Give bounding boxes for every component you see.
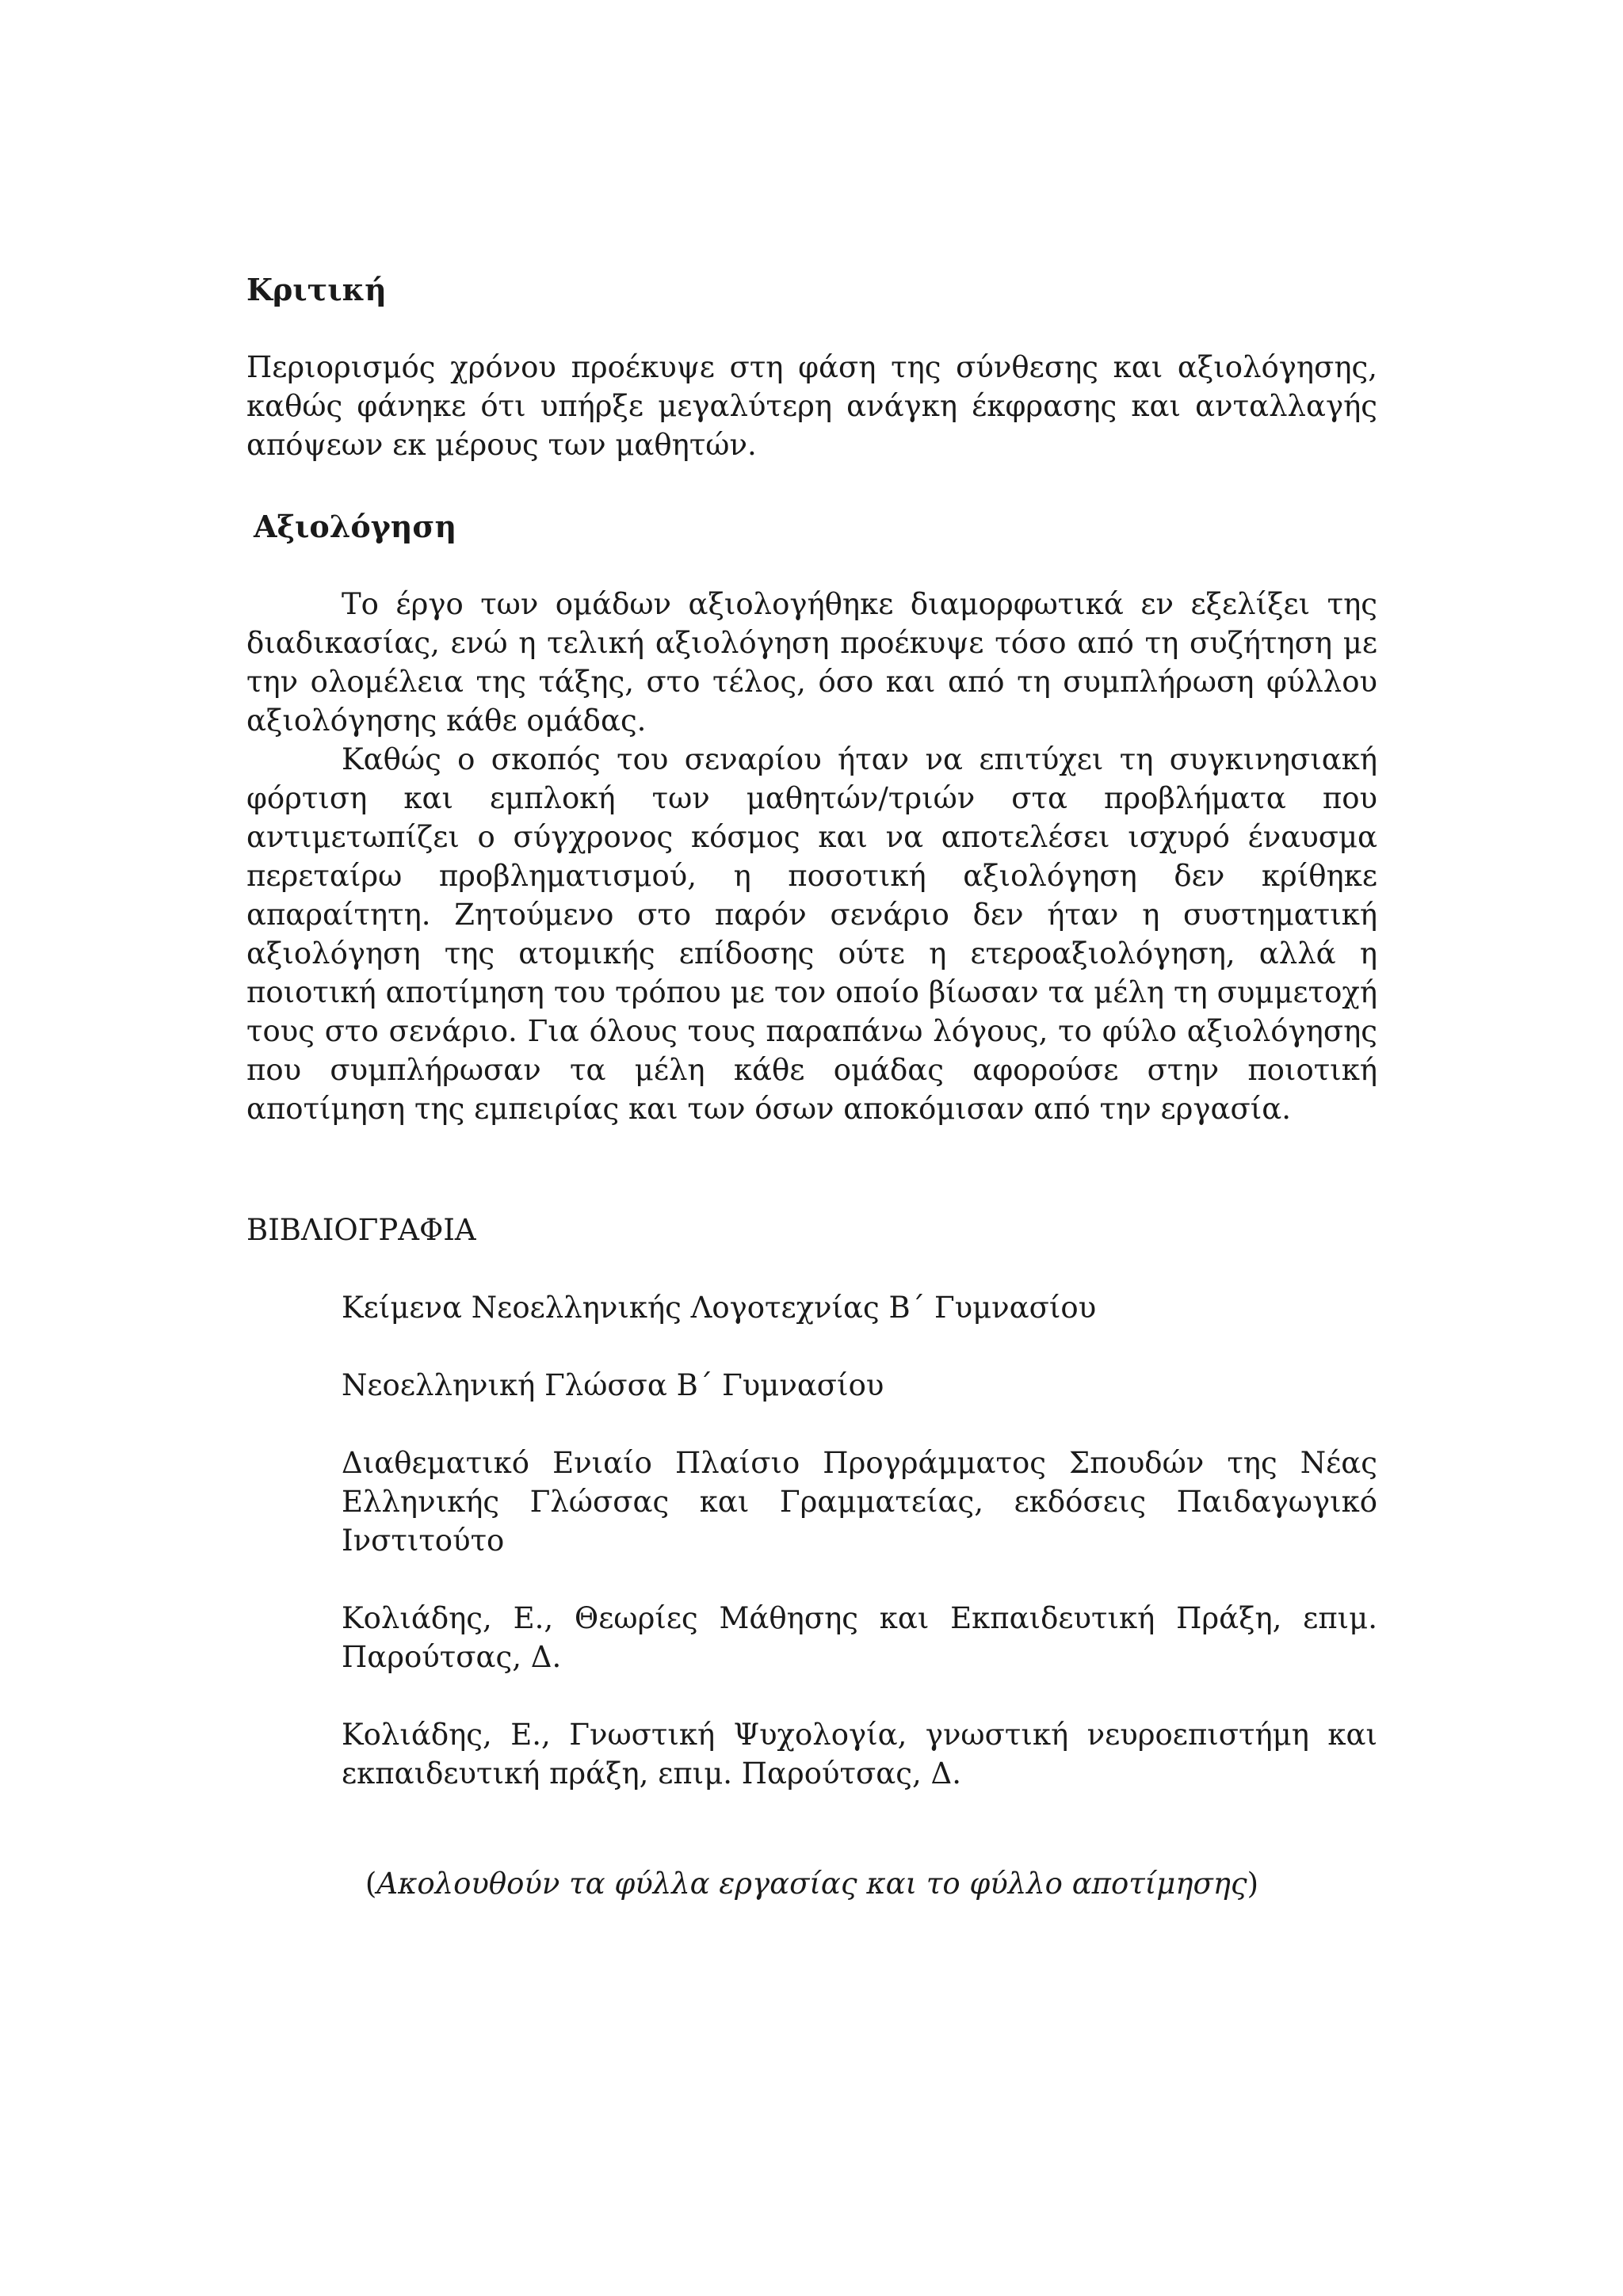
bibliography-heading: ΒΙΒΛΙΟΓΡΑΦΙΑ bbox=[246, 1213, 476, 1247]
bibliography-item: Νεοελληνική Γλώσσα Β΄ Γυμνασίου bbox=[342, 1368, 884, 1402]
bibliography-list bbox=[246, 1288, 1377, 1793]
evaluation-heading: Αξιολόγηση bbox=[254, 509, 457, 544]
closing-note-text: Ακολουθούν τα φύλλα εργασίας και το φύλλο αποτίμησης bbox=[376, 1867, 1247, 1901]
evaluation-paragraph-1: Το έργο των ομάδων αξιολογήθηκε διαμορφωτικά εν εξελίξει της διαδικασίας, ενώ η τελική αξιολόγηση προέκυψε τόσο από τη συζήτηση με την ολομέλεια της τάξης, στο τέλος, όσο και από τη συμπλήρωση φύλλου αξιολόγησης κάθε ομάδας. bbox=[246, 587, 1377, 738]
page-content bbox=[246, 270, 1377, 1903]
critique-section bbox=[246, 270, 1377, 464]
bibliography-item: Διαθεματικό Ενιαίο Πλαίσιο Προγράμματος Σπουδών της Νέας Ελληνικής Γλώσσας και Γραμματείας, εκδόσεις Παιδαγωγικό Ινστιτούτο bbox=[342, 1446, 1377, 1558]
bibliography-section bbox=[246, 1211, 1377, 1793]
evaluation-section bbox=[246, 507, 1377, 1128]
bibliography-item: Κολιάδης, Ε., Θεωρίες Μάθησης και Εκπαιδευτική Πράξη, επιμ. Παρούτσας, Δ. bbox=[342, 1601, 1377, 1674]
closing-open-paren: ( bbox=[365, 1867, 377, 1901]
evaluation-paragraph-2: Καθώς ο σκοπός του σεναρίου ήταν να επιτύχει τη συγκινησιακή φόρτιση και εμπλοκή των μαθητών/τριών στα προβλήματα που αντιμετωπίζει ο σύγχρονος κόσμος και να αποτελέσει ισχυρό έναυσμα περεταίρω προβληματισμού, η ποσοτική αξιολόγηση δεν κρίθηκε απαραίτητη. Ζητούμενο στο παρόν σενάριο δεν ήταν η συστηματική αξιολόγηση της ατομικής επίδοσης ούτε η ετεροαξιολόγηση, αλλά η ποιοτική αποτίμηση του τρόπου με τον οποίο βίωσαν τα μέλη τη συμμετοχή τους στο σενάριο. Για όλους τους παραπάνω λόγους, το φύλο αξιολόγησης που συμπλήρωσαν τα μέλη κάθε ομάδας αφορούσε στην ποιοτική αποτίμηση της εμπειρίας και των όσων αποκόμισαν από την εργασία. bbox=[246, 742, 1377, 1126]
critique-paragraph: Περιορισμός χρόνου προέκυψε στη φάση της σύνθεσης και αξιολόγησης, καθώς φάνηκε ότι υπήρξε μεγαλύτερη ανάγκη έκφρασης και ανταλλαγής απόψεων εκ μέρους των μαθητών. bbox=[246, 350, 1377, 462]
bibliography-item: Κείμενα Νεοελληνικής Λογοτεχνίας Β΄ Γυμνασίου bbox=[342, 1291, 1097, 1325]
closing-note bbox=[246, 1864, 1377, 1903]
bibliography-item: Κολιάδης, Ε., Γνωστική Ψυχολογία, γνωστική νευροεπιστήμη και εκπαιδευτική πράξη, επιμ. Παρούτσας, Δ. bbox=[342, 1718, 1377, 1791]
critique-heading: Κριτική bbox=[246, 272, 387, 307]
closing-close-paren: ) bbox=[1247, 1867, 1259, 1901]
